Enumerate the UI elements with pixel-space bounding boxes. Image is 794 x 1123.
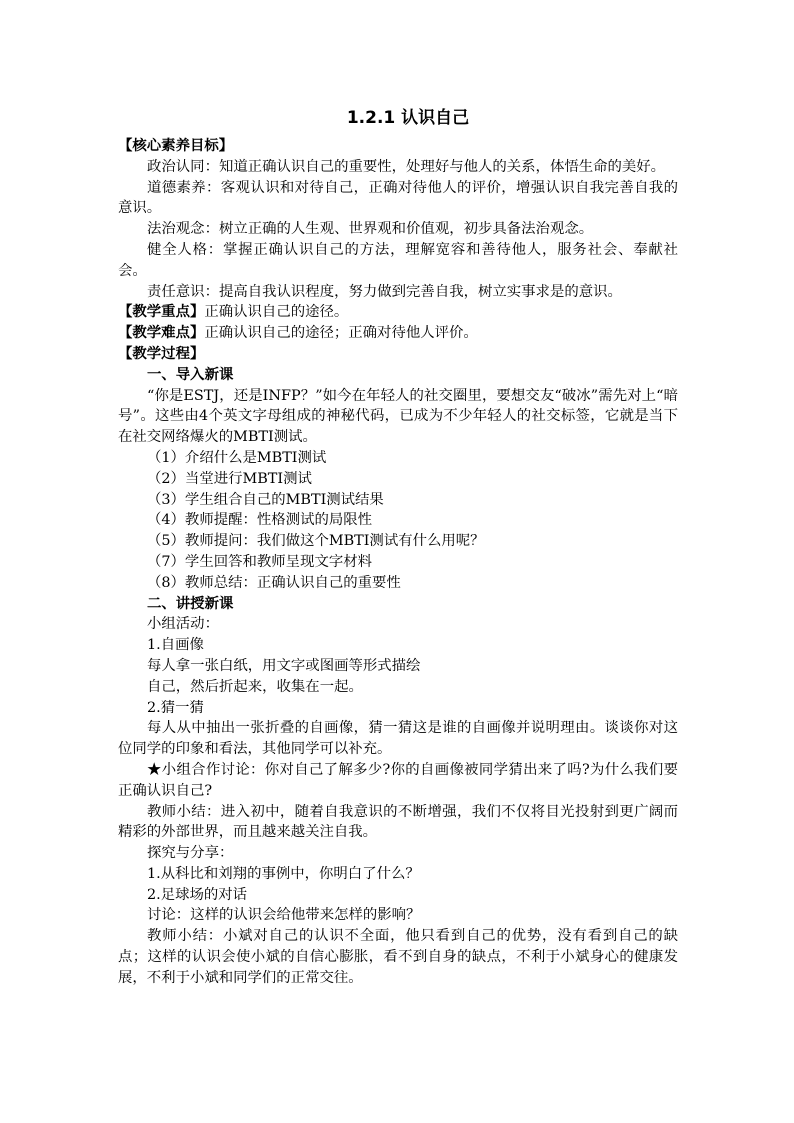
- discussion-paragraph: ★小组合作讨论：你对自己了解多少?你的自画像被同学猜出来了吗?为什么我们要正确认识自己?: [118, 761, 678, 799]
- step-item: （2）当堂进行MBTI测试: [147, 470, 312, 487]
- step-item: （8）教师总结：正确认识自己的重要性: [147, 574, 401, 591]
- activity-line: 小组活动：: [147, 616, 219, 633]
- step-item: （3）学生组合自己的MBTI测试结果: [147, 491, 384, 508]
- section1-heading: 一、导入新课: [147, 365, 234, 383]
- step-item: （7）学生回答和教师呈现文字材料: [147, 553, 373, 570]
- page-title: 1.2.1 认识自己: [346, 108, 470, 128]
- document-content: [118, 104, 678, 989]
- key-point: [118, 302, 678, 323]
- activity-line: 自己，然后折起来，收集在一起。: [147, 678, 363, 695]
- step-item: （5）教师提问：我们做这个MBTI测试有什么用呢？: [147, 533, 485, 550]
- step-item: （4）教师提醒：性格测试的局限性: [147, 512, 373, 529]
- teacher-summary: 教师小结：进入初中，随着自我意识的不断增强，我们不仅将目光投射到更广阔而精彩的外部世界，而且越来越关注自我。: [118, 803, 678, 841]
- activity-line: 1.自画像: [147, 637, 204, 654]
- goal-paragraph: 责任意识：提高自我认识程度，努力做到完善自我，树立实事求是的意识。: [147, 283, 622, 300]
- difficulty: [118, 323, 678, 344]
- explore-line: 讨论：这样的认识会给他带来怎样的影响？: [147, 907, 421, 924]
- explore-line: 1.从科比和刘翔的事例中，你明白了什么？: [147, 865, 420, 882]
- section2-heading: 二、讲授新课: [147, 594, 234, 612]
- goal-paragraph: 道德素养：客观认识和对待自己，正确对待他人的评价，增强认识自我完善自我的意识。: [118, 179, 678, 217]
- step-item: （1）介绍什么是MBTI测试: [147, 449, 327, 466]
- key-point-text: 正确认识自己的途径。: [204, 304, 349, 321]
- difficulty-label: 【教学难点】: [118, 324, 205, 342]
- activity-line: 每人拿一张白纸，用文字或图画等形式描绘: [147, 657, 421, 674]
- section1-intro: “你是ESTJ，还是INFP？”如今在年轻人的社交圈里，要想交友“破冰”需先对上“暗号”。这些由4个英文字母组成的神秘代码，已成为不少年轻人的社交标签，它就是当下在社交网络爆火的MBTI测试。: [118, 387, 678, 446]
- key-point-label: 【教学重点】: [118, 303, 205, 321]
- goal-paragraph: 政治认同：知道正确认识自己的重要性，处理好与他人的关系，体悟生命的美好。: [147, 158, 666, 175]
- explore-line: 探究与分享：: [147, 845, 234, 862]
- core-goals-heading: 【核心素养目标】: [118, 137, 234, 154]
- guess-paragraph: 每人从中抽出一张折叠的自画像，猜一猜这是谁的自画像并说明理由。谈谈你对这位同学的印象和看法，其他同学可以补充。: [118, 720, 678, 758]
- goal-paragraph: 法治观念：树立正确的人生观、世界观和价值观，初步具备法治观念。: [147, 221, 594, 238]
- process-heading: 【教学过程】: [118, 344, 205, 362]
- explore-line: 2.足球场的对话: [147, 886, 248, 903]
- teacher-summary: 教师小结：小斌对自己的认识不全面，他只看到自己的优势，没有看到自己的缺点；这样的认识会使小斌的自信心膨胀，看不到自身的缺点，不利于小斌身心的健康发展，不利于小斌和同学们的正常交往。: [118, 928, 678, 986]
- activity-line: 2.猜一猜: [147, 699, 204, 716]
- goal-paragraph: 健全人格：掌握正确认识自己的方法，理解宽容和善待他人，服务社会、奉献社会。: [118, 241, 678, 279]
- difficulty-text: 正确认识自己的途径；正确对待他人评价。: [204, 325, 478, 342]
